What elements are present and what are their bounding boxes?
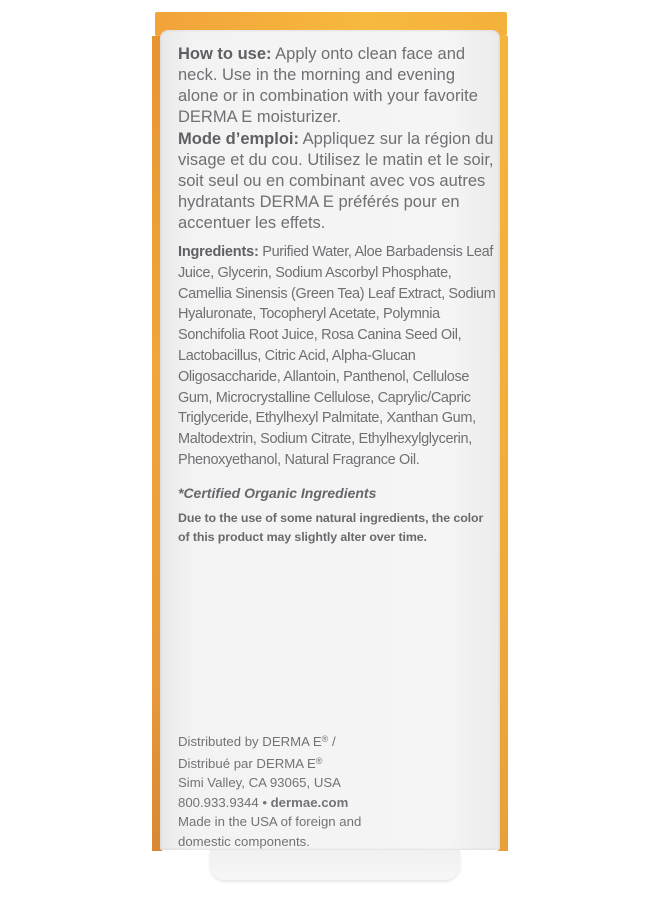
- distributor-en-text: Distributed by DERMA E: [178, 734, 322, 749]
- how-to-use-label: How to use:: [178, 45, 272, 63]
- ingredients-paragraph: [178, 242, 498, 471]
- registered-mark: ®: [321, 734, 329, 744]
- how-to-use-paragraph: [178, 44, 498, 128]
- contact-line: [178, 793, 498, 813]
- color-disclaimer: Due to the use of some natural ingredients, the color of this product may slightly alter over time.: [178, 510, 484, 545]
- mode-emploi-paragraph: [178, 129, 498, 234]
- distributor-line-fr: [178, 752, 498, 774]
- organic-note: *Certified Organic Ingredients: [178, 484, 377, 501]
- label-content: [178, 44, 498, 548]
- made-in-line-2: domestic components.: [178, 833, 310, 849]
- box-tuck-tab: [210, 850, 460, 880]
- distributor-line-en: [178, 730, 498, 752]
- bullet-separator: •: [258, 794, 271, 810]
- website: dermae.com: [270, 794, 349, 810]
- mode-emploi-label: Mode d’emploi:: [178, 130, 299, 148]
- registered-mark: ®: [315, 755, 323, 766]
- distributor-address: Simi Valley, CA 93065, USA: [178, 775, 341, 791]
- phone-number: 800.933.9344: [178, 794, 259, 810]
- distributor-fr-text: Distribué par DERMA E: [178, 755, 316, 771]
- distributor-block: [178, 730, 498, 852]
- mode-emploi-text: Appliquez sur la région du visage et du cou. Utilisez le matin et le soir, soit seul ou en combinant avec vos autres hydratants DERMA E préférés pour en accentuer les effets.: [178, 130, 494, 232]
- how-to-use-text: Apply onto clean face and neck. Use in the morning and evening alone or in combination with your favorite DERMA E moisturizer.: [178, 45, 478, 126]
- ingredients-label: Ingredients:: [178, 244, 259, 260]
- ingredients-text: Purified Water, Aloe Barbadensis Leaf Juice, Glycerin, Sodium Ascorbyl Phosphate, Camellia Sinensis (Green Tea) Leaf Extract, Sodium Hyaluronate, Tocopheryl Acetate, Polymnia Sonchifolia Root Juice, Rosa Canina Seed Oil, Lactobacillus, Citric Acid, Alpha-Glucan Oligosaccharide, Allantoin, Panthenol, Cellulose Gum, Microcrystalline Cellulose, Caprylic/Capric Triglyceride, Ethylhexyl Palmitate, Xanthan Gum, Maltodextrin, Sodium Citrate, Ethylhexylglycerin, Phenoxyethanol, Natural Fragrance Oil.: [178, 244, 496, 468]
- distributor-en-suffix: /: [328, 734, 336, 749]
- made-in-line-1: Made in the USA of foreign and: [178, 814, 362, 830]
